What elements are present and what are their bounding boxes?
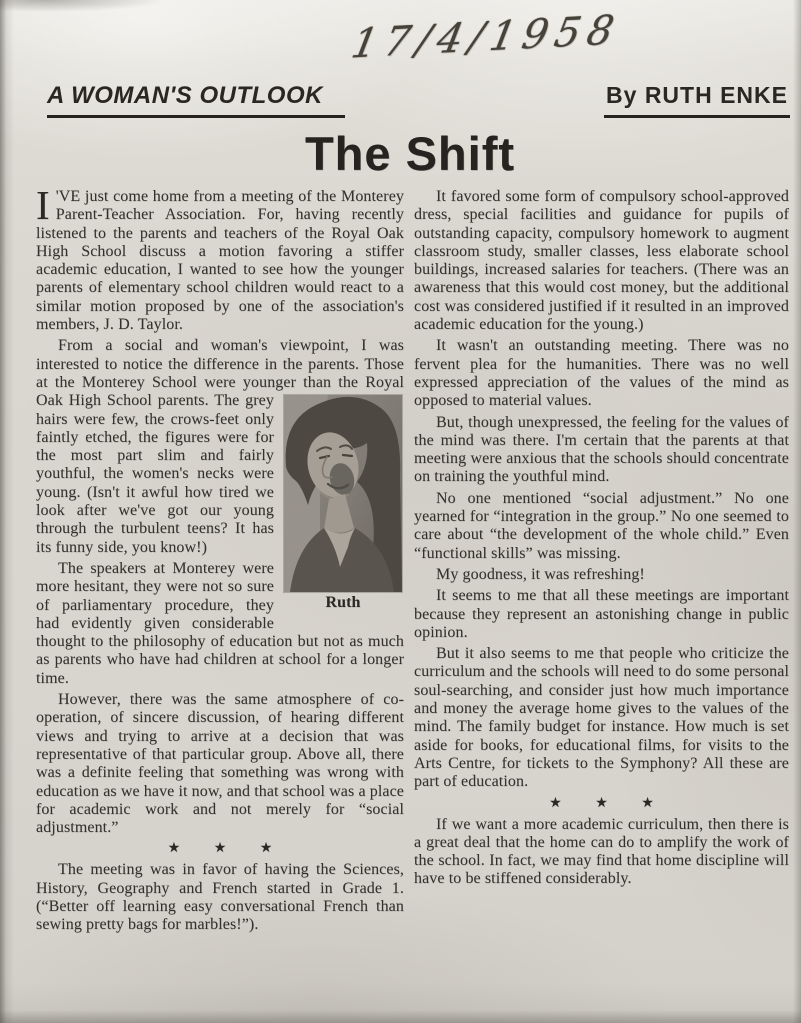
masthead	[0, 82, 801, 118]
photo-caption: Ruth	[325, 594, 361, 612]
star-separator: ★ ★ ★	[549, 795, 654, 811]
drop-cap: I	[36, 188, 50, 228]
paragraph: The speakers at Monterey were more hesitant, they were not so sure of parliamentary procedure, they had evidently given considerable thought to the philosophy of education but not as much as parents who have had children at school for a longer time.	[36, 559, 404, 687]
paragraph-text: 'VE just come home from a meeting of the Monterey Parent-Teacher Association. For, having recently listened to the parents and teachers of the Royal Oak High School discuss a motion favoring a stiffer academic education, I wanted to see how the younger parents of elementary school children would react to a similar motion proposed by one of the association's members, J. D. Taylor.	[36, 188, 404, 334]
paragraph: My goodness, it was refreshing!	[436, 565, 645, 583]
handwritten-date: 17/4/1958	[347, 7, 625, 68]
column-header: A WOMAN'S OUTLOOK	[47, 82, 345, 118]
paragraph: The meeting was in favor of having the Sciences, History, Geography and French started in Grade 1. (“Better off learning easy conversational French than sewing pretty bags for marbles!”).	[36, 861, 404, 934]
paragraph	[36, 337, 404, 612]
paragraph: But it also seems to me that people who criticize the curriculum and the schools will need to do some personal soul-searching, and consider just how much importance and money the average home gives to the values of the mind. The family budget for instance. How much is set aside for books, for educational films, for visits to the Arts Centre, for tickets to the Symphony? All these are part of education.	[414, 645, 789, 791]
paragraph	[36, 188, 404, 334]
star-separator: ★ ★ ★	[167, 841, 273, 857]
ruth-portrait-photo	[282, 395, 404, 613]
scan-edge-bottom	[0, 1010, 801, 1023]
left-column	[36, 188, 404, 1018]
paragraph: But, though unexpressed, the feeling for the values of the mind was there. I'm certain that the parents at that meeting were anxious that the schools should concentrate on training the youthful mind.	[414, 413, 789, 486]
scan-smudge	[0, 0, 220, 26]
scan-edge-right	[793, 0, 801, 1023]
paragraph: It wasn't an outstanding meeting. There was no fervent plea for the humanities. There was no well expressed appreciation of the values of the mind as opposed to material values.	[414, 337, 789, 410]
paragraph: If we want a more academic curriculum, then there is a great deal that the home can do to amplify the work of the school. In fact, we may find that home discipline will have to be stiffened considerably.	[414, 815, 789, 888]
byline: By RUTH ENKE	[604, 82, 790, 118]
paragraph-text: School parents. The grey hairs were few, the crows-feet only faintly etched, the figures were for the most part slim and fairly youthful, the women's necks were young. (Isn't it awful how tired we look after we've got our young through the turbulent teens? It has its funny side, you know!)	[36, 392, 274, 556]
paragraph: It seems to me that all these meetings are important because they represent an astonishing change in public opinion.	[414, 587, 789, 641]
article-body	[0, 188, 801, 1018]
portrait-image	[284, 395, 402, 592]
scan-edge-left	[0, 0, 14, 1023]
right-column	[414, 188, 789, 1018]
paragraph-text: From a social and woman's viewpoint, I was interested to notice the difference in the parents. Those at the Monterey School were younger than the Royal Oak High	[36, 337, 404, 410]
paragraph: No one mentioned “social adjustment.” No one yearned for “integration in the group.” No one seemed to care about “the development of the whole child.” Even “functional skills” was missing.	[414, 489, 789, 562]
article-title: The Shift	[304, 127, 516, 180]
paragraph: However, there was the same atmosphere of co-operation, of sincere discussion, of hearing different views and trying to arrive at a decision that was representative of that particular group. Above all, there was a definite feeling that something was wrong with education as we have it now, and that school was a place for academic work and not merely for “social adjustment.”	[36, 691, 404, 837]
paragraph: It favored some form of compulsory school-approved dress, special facilities and guidance for pupils of outstanding capacity, compulsory homework to augment classroom study, smaller classes, less elaborate school buildings, increased salaries for teachers. (There was an awareness that this would cost money, but the additional cost was considered justified if it resulted in an improved academic education for the young.)	[414, 188, 789, 334]
